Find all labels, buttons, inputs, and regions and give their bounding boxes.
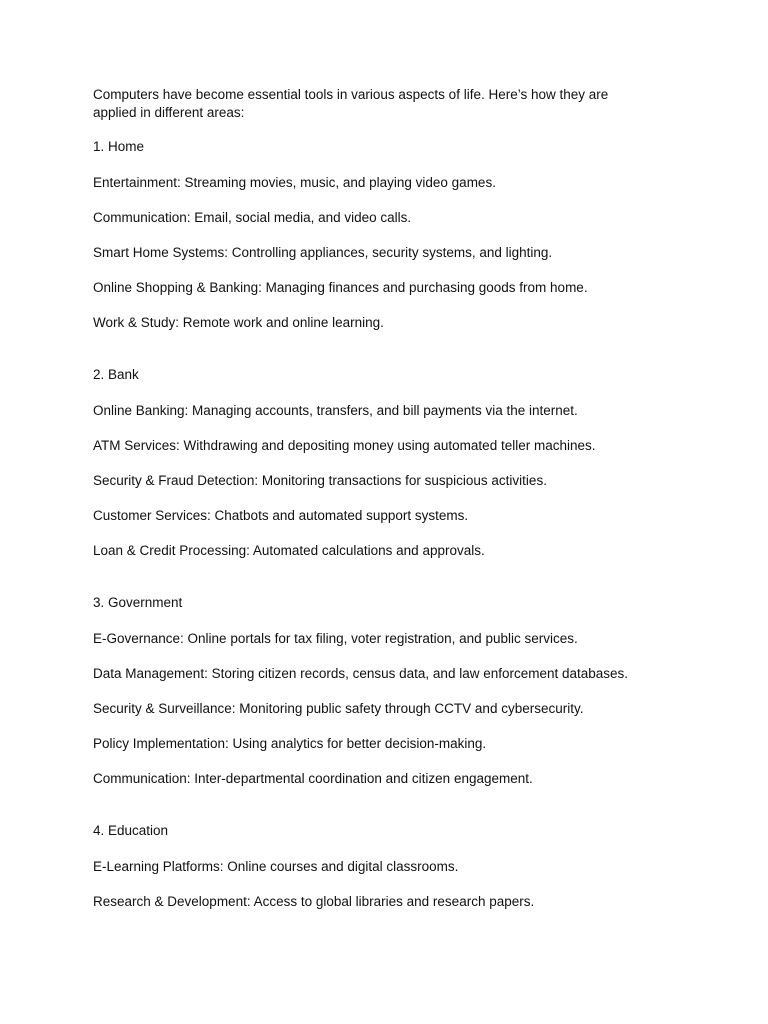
list-item: Security & Fraud Detection: Monitoring transactions for suspicious activities.	[93, 472, 547, 488]
list-item: Communication: Email, social media, and video calls.	[93, 209, 412, 225]
list-item: Communication: Inter-departmental coordination and citizen engagement.	[93, 770, 533, 786]
section-heading: 2. Bank	[93, 367, 139, 382]
list-item: Customer Services: Chatbots and automated support systems.	[93, 507, 469, 523]
list-item: Work & Study: Remote work and online learning.	[93, 314, 384, 330]
section-bank	[93, 366, 653, 559]
list-item: Online Banking: Managing accounts, transfers, and bill payments via the internet.	[93, 402, 578, 418]
list-item: E-Governance: Online portals for tax filing, voter registration, and public services.	[93, 630, 578, 646]
list-item: Smart Home Systems: Controlling appliances, security systems, and lighting.	[93, 244, 553, 260]
section-heading: 1. Home	[93, 139, 145, 154]
list-item: Loan & Credit Processing: Automated calculations and approvals.	[93, 542, 485, 558]
list-item: Policy Implementation: Using analytics for better decision-making.	[93, 735, 487, 751]
list-item: Research & Development: Access to global libraries and research papers.	[93, 893, 535, 909]
section-government	[93, 594, 653, 787]
document-page	[93, 86, 653, 945]
list-item: Data Management: Storing citizen records, census data, and law enforcement databases.	[93, 665, 629, 681]
section-home	[93, 138, 653, 331]
list-item: ATM Services: Withdrawing and depositing money using automated teller machines.	[93, 437, 596, 453]
list-item: Online Shopping & Banking: Managing finances and purchasing goods from home.	[93, 279, 588, 295]
list-item: Security & Surveillance: Monitoring public safety through CCTV and cybersecurity.	[93, 700, 584, 716]
list-item: E-Learning Platforms: Online courses and digital classrooms.	[93, 858, 459, 874]
section-heading: 4. Education	[93, 823, 169, 838]
intro-paragraph: Computers have become essential tools in various aspects of life. Here’s how they are applied in different areas:	[93, 87, 609, 120]
section-education	[93, 822, 653, 910]
list-item: Entertainment: Streaming movies, music, and playing video games.	[93, 174, 496, 190]
section-heading: 3. Government	[93, 595, 183, 610]
